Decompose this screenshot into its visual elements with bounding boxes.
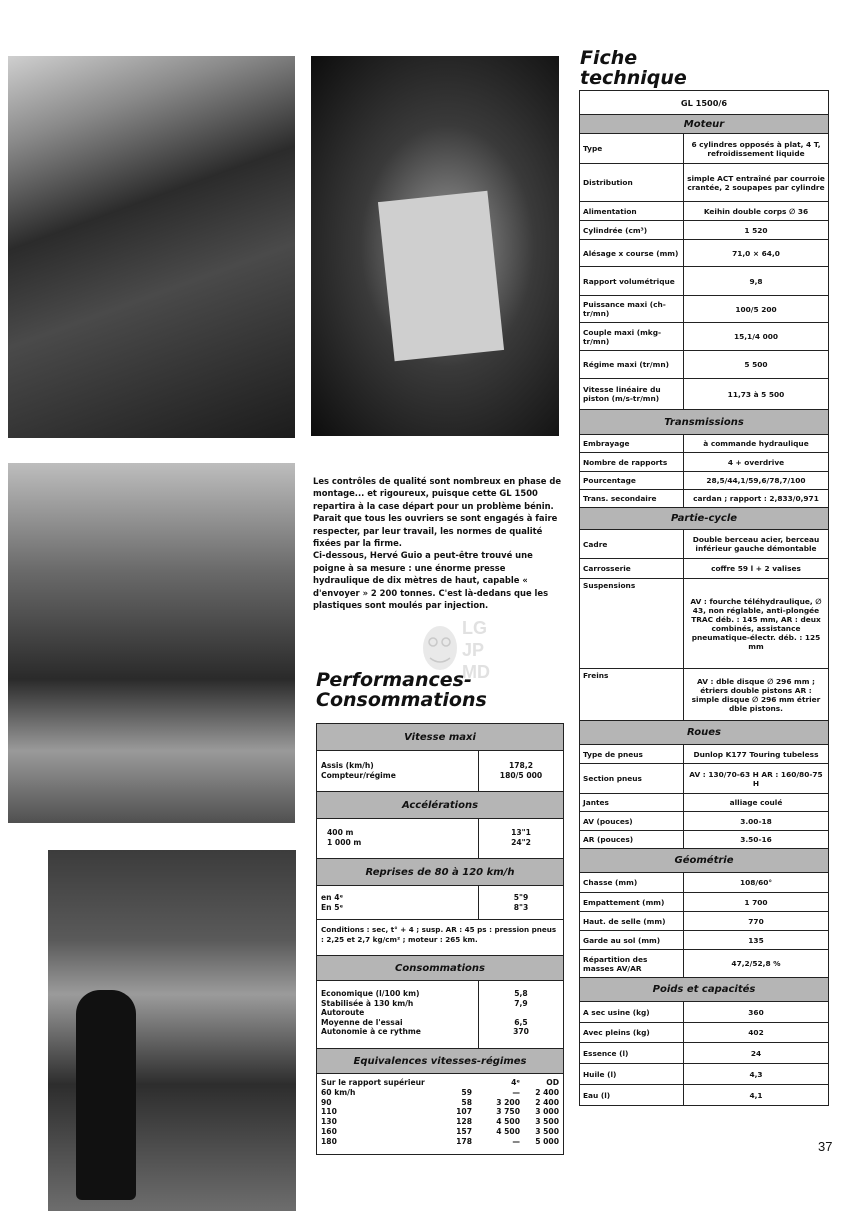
spec-row: Puissance maxi (ch-tr/mn) 100/5 200 xyxy=(580,296,828,323)
photo-caption xyxy=(313,475,563,611)
spec-row: Section pneus AV : 130/70-63 H AR : 160/80-75 H xyxy=(580,764,828,794)
consommations-row: Economique (l/100 km) Stabilisée à 130 km/h Autoroute Moyenne de l'essai Autonomie à ce rythme 5,8 7,9 6,5 370 xyxy=(317,981,563,1049)
spec-row: Huile (l) 4,3 xyxy=(580,1064,828,1085)
spec-row: Type 6 cylindres opposés à plat, 4 T, refroidissement liquide xyxy=(580,134,828,164)
photo-assembly-line-workers xyxy=(8,56,295,438)
spec-row: Jantes alliage coulé xyxy=(580,794,828,812)
page-number: 37 xyxy=(818,1139,833,1154)
section-roues-heading: Roues xyxy=(580,721,828,745)
fiche-technique-table xyxy=(579,90,829,1106)
spec-row: Chasse (mm) 108/60° xyxy=(580,873,828,893)
spec-row: AR (pouces) 3.50-16 xyxy=(580,831,828,849)
section-geometrie-heading: Géométrie xyxy=(580,849,828,873)
performances-table xyxy=(316,723,564,1155)
section-partie-cycle-heading: Partie-cycle xyxy=(580,508,828,530)
spec-row: Répartition des masses AV/AR 47,2/52,8 % xyxy=(580,950,828,978)
spec-row: Vitesse linéaire du piston (m/s-tr/mn) 11,73 à 5 500 xyxy=(580,379,828,410)
spec-row: Avec pleins (kg) 402 xyxy=(580,1023,828,1043)
spec-row: Suspensions AV : fourche téléhydraulique, ∅ 43, non réglable, anti-plongée TRAC déb. : 145 mm, AR : deux combinés, assistance pneumatique-électr. déb. : 125 mm xyxy=(580,579,828,669)
spec-row: Cadre Double berceau acier, berceau inférieur gauche démontable xyxy=(580,530,828,559)
spec-row: Trans. secondaire cardan ; rapport : 2,833/0,971 xyxy=(580,490,828,508)
reprises-conditions-note: Conditions : sec, t° + 4 ; susp. AR : 45 ps : pression pneus : 2,25 et 2,7 kg/cm² ; moteur : 265 km. xyxy=(317,920,563,956)
spec-row: Couple maxi (mkg-tr/mn) 15,1/4 000 xyxy=(580,323,828,351)
photo-plastic-covered-motorcycle xyxy=(311,56,559,436)
spec-row: Freins AV : dble disque ∅ 296 mm ; étriers double pistons AR : simple disque ∅ 296 mm étrier dble pistons. xyxy=(580,669,828,721)
model-name: GL 1500/6 xyxy=(580,91,828,115)
spec-row: Eau (l) 4,1 xyxy=(580,1085,828,1105)
spec-row: Pourcentage 28,5/44,1/59,6/78,7/100 xyxy=(580,472,828,490)
reprises-row: en 4ᵉ En 5ᵉ 5"9 8"3 xyxy=(317,886,563,920)
spec-row: Distribution simple ACT entraîné par courroie crantée, 2 soupapes par cylindre xyxy=(580,164,828,202)
spec-row: Carrosserie coffre 59 l + 2 valises xyxy=(580,559,828,579)
spec-row: Haut. de selle (mm) 770 xyxy=(580,912,828,931)
accelerations-row: 400 m 1 000 m 13"1 24"2 xyxy=(317,819,563,859)
photo-inspection-sheet xyxy=(378,191,504,362)
accelerations-heading: Accélérations xyxy=(317,792,563,819)
spec-row: Essence (l) 24 xyxy=(580,1043,828,1064)
section-poids-heading: Poids et capacités xyxy=(580,978,828,1002)
watermark-text-2: JP xyxy=(462,640,485,660)
reprises-heading: Reprises de 80 à 120 km/h xyxy=(317,859,563,886)
spec-row: Régime maxi (tr/mn) 5 500 xyxy=(580,351,828,379)
spec-row: Type de pneus Dunlop K177 Touring tubeless xyxy=(580,745,828,764)
spec-row: Empattement (mm) 1 700 xyxy=(580,893,828,912)
consommations-heading: Consommations xyxy=(317,956,563,981)
spec-row: Rapport volumétrique 9,8 xyxy=(580,267,828,296)
fiche-technique-title: Fiche technique xyxy=(580,47,687,89)
equivalences-table: Sur le rapport supérieur 60 km/h 90 110 130 160 180 59 58 107 128 157 178 4ᵉ — 3 200 3 750 4 500 4 500 — OD 2 400 2 400 3 000 3 500 3 500 5 000 xyxy=(321,1078,559,1146)
vitesse-maxi-heading: Vitesse maxi xyxy=(317,724,563,751)
caption-paragraph-1: Les contrôles de qualité sont nombreux en phase de montage... et rigoureux, puisque cette GL 1500 repartira à la case départ pour un problème bénin. Parait que tous les ouvriers se sont engagés à faire respecter, par leur travail, les normes de qualité fixées par la firme. xyxy=(313,476,562,549)
performances-title: Performances- Consommations xyxy=(316,669,487,711)
spec-row: A sec usine (kg) 360 xyxy=(580,1002,828,1023)
photo-factory-floor xyxy=(8,463,295,823)
spec-row: Alésage x course (mm) 71,0 × 64,0 xyxy=(580,240,828,267)
watermark-text-1: LG xyxy=(462,618,487,638)
spec-row: Garde au sol (mm) 135 xyxy=(580,931,828,950)
spec-row: Alimentation Keihin double corps ∅ 36 xyxy=(580,202,828,221)
caption-paragraph-2: Ci-dessous, Hervé Guio a peut-être trouvé une poigne à sa mesure : une énorme presse hydraulique de dix mètres de haut, capable « d'envoyer » 2 200 tonnes. C'est là-dedans que les plastiques sont moulés par injection. xyxy=(313,550,549,611)
spec-row: Nombre de rapports 4 + overdrive xyxy=(580,453,828,472)
spec-row: AV (pouces) 3.00-18 xyxy=(580,812,828,831)
equivalences-heading: Equivalences vitesses-régimes xyxy=(317,1049,563,1074)
spec-row: Embrayage à commande hydraulique xyxy=(580,435,828,453)
photo-man-in-suit xyxy=(76,990,136,1200)
photo-hydraulic-press-hall xyxy=(48,850,296,1211)
spec-row: Cylindrée (cm³) 1 520 xyxy=(580,221,828,240)
watermark-text-3: MD xyxy=(462,662,490,682)
vitesse-maxi-row: Assis (km/h) Compteur/régime 178,2 180/5 000 xyxy=(317,751,563,792)
section-moteur-heading: Moteur xyxy=(580,115,828,134)
section-transmissions-heading: Transmissions xyxy=(580,410,828,435)
